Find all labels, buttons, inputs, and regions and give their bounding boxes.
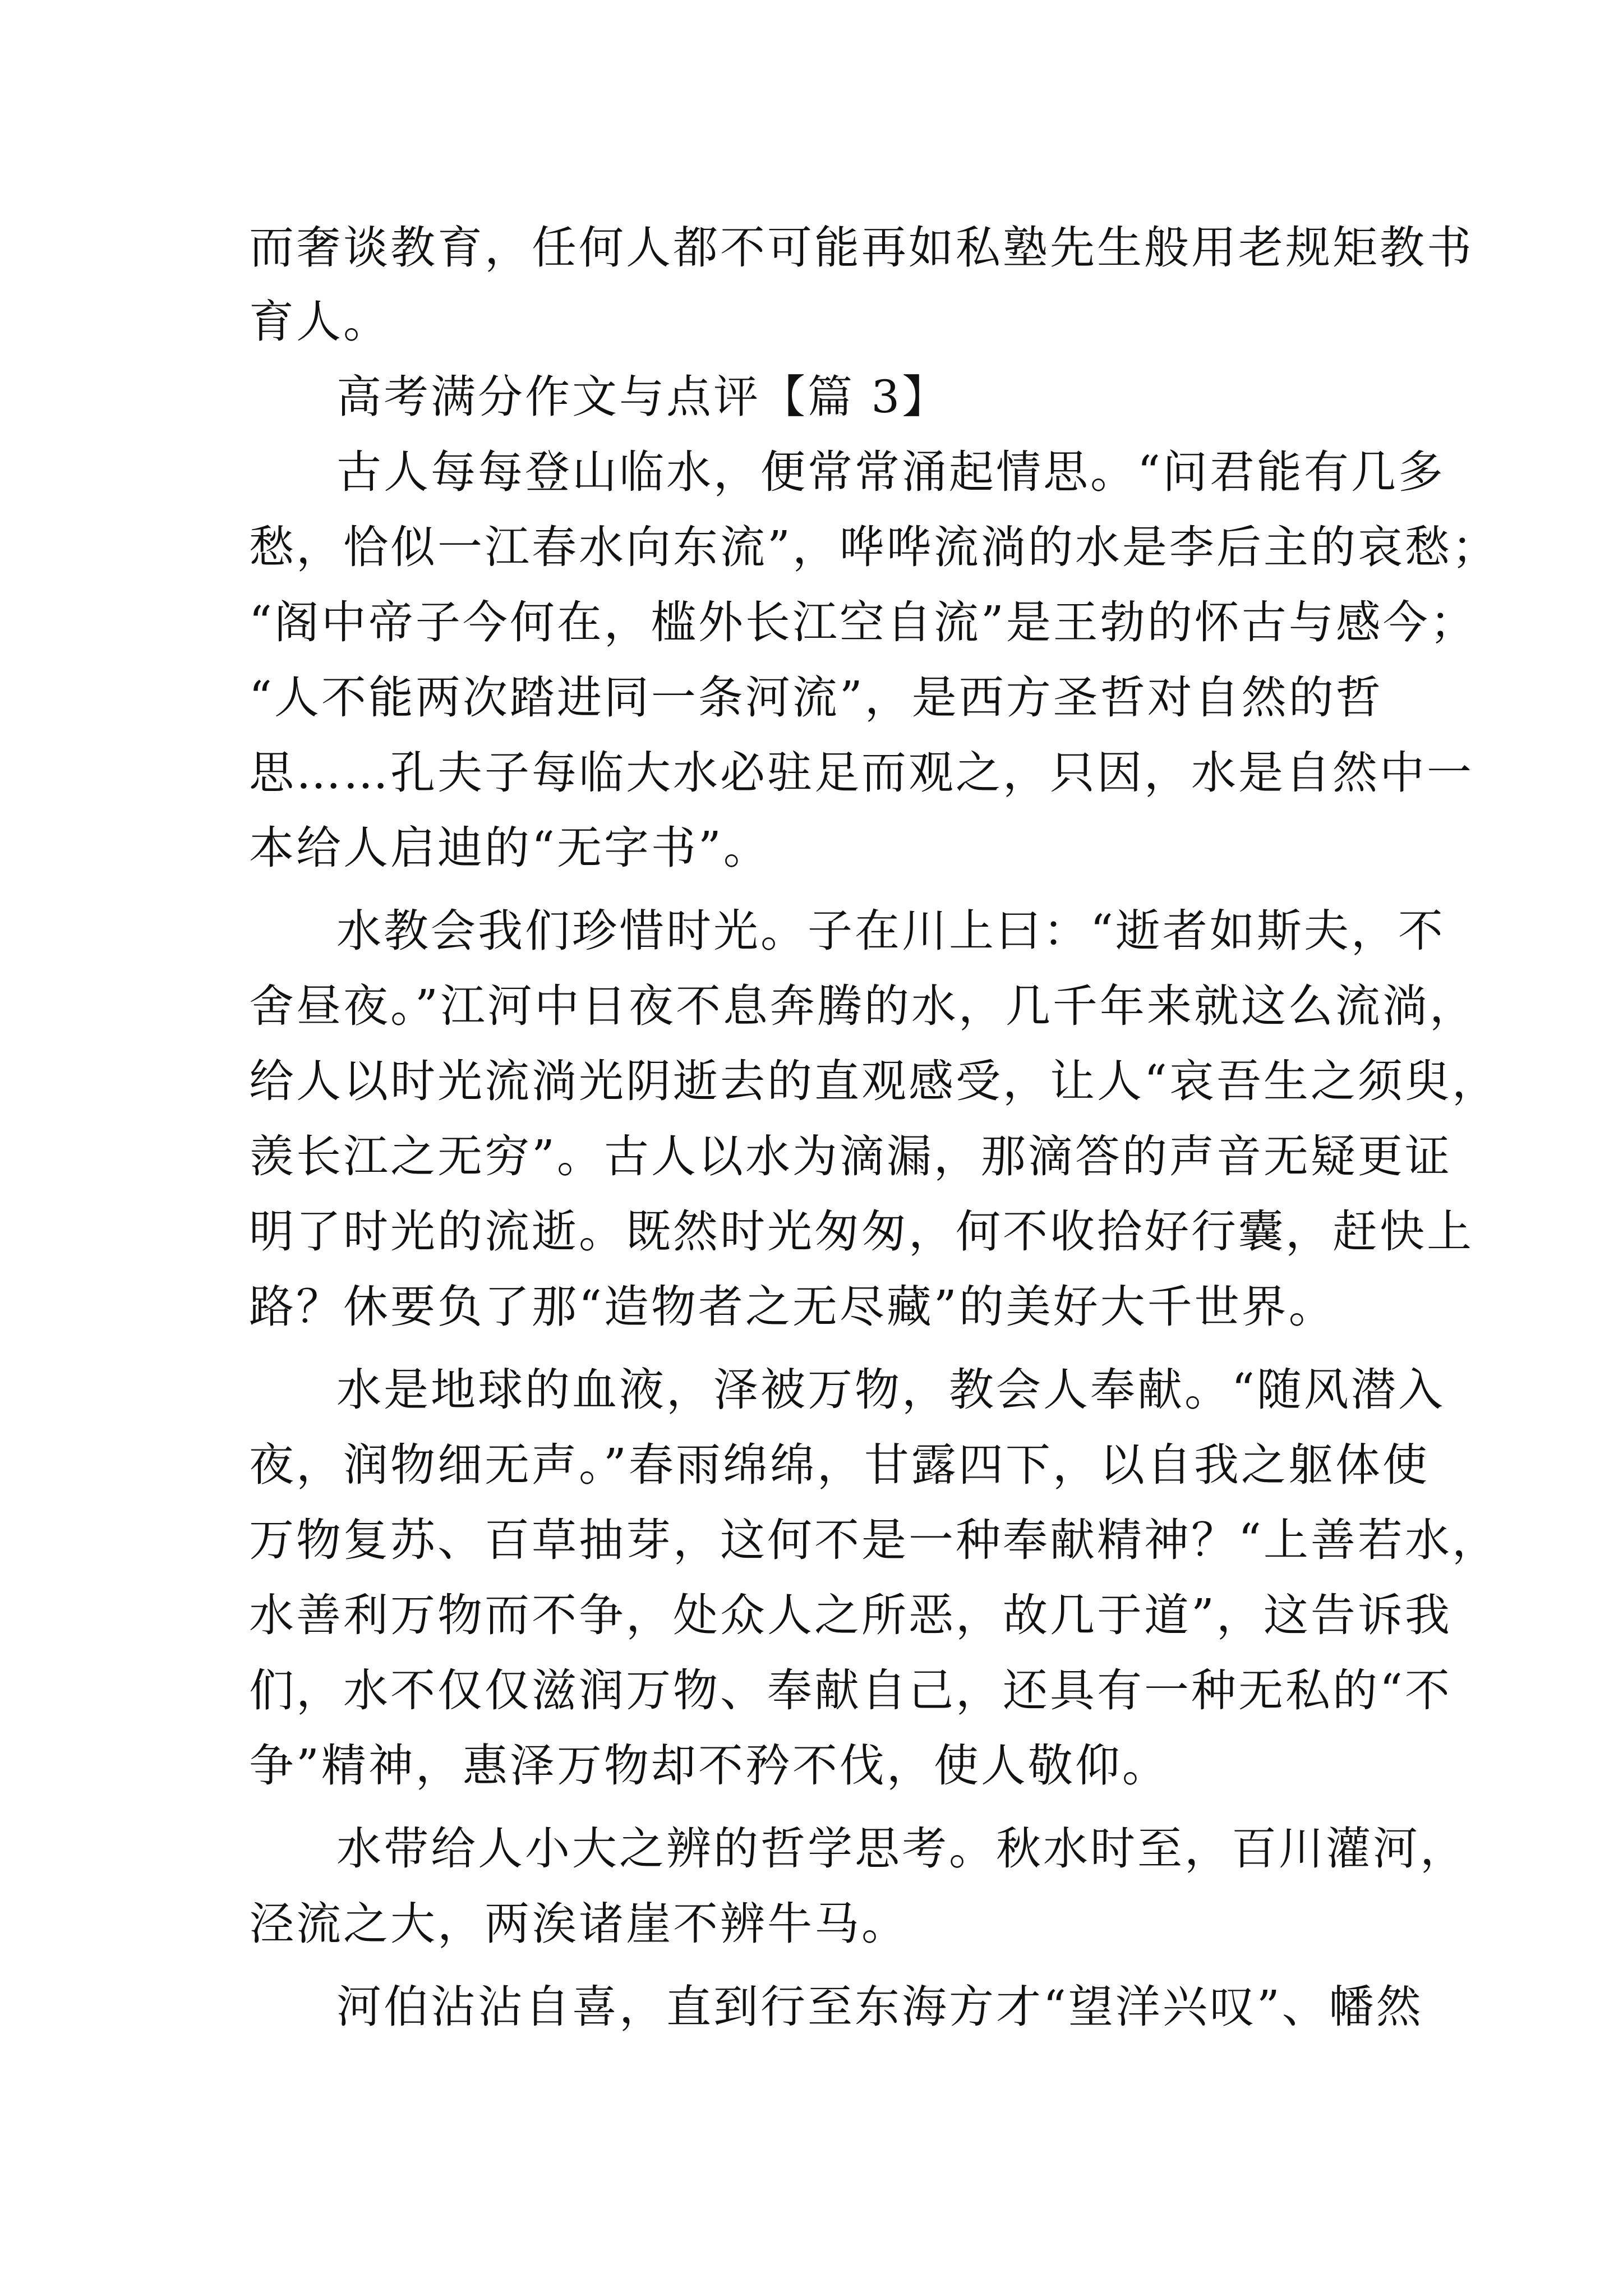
text-line: 水教会我们珍惜时光。子在川上曰：“逝者如斯夫，不	[336, 905, 1445, 957]
text-line: 本给人启迪的“无字书”。	[249, 822, 771, 874]
text-line: 舍昼夜。”江河中日夜不息奔腾的水，几千年来就这么流淌，	[249, 980, 1477, 1032]
text-line: 争”精神，惠泽万物却不矜不伐，使人敬仰。	[249, 1740, 1169, 1792]
text-line: “阁中帝子今何在，槛外长江空自流”是王勃的怀古与感今；	[249, 596, 1477, 648]
section-heading: 高考满分作文与点评【篇 3】	[336, 371, 949, 423]
text-line: 路？休要负了那“造物者之无尽藏”的美好大千世界。	[249, 1281, 1336, 1333]
text-line: “人不能两次踏进同一条河流”，是西方圣哲对自然的哲	[249, 671, 1383, 724]
text-line: 古人每每登山临水，便常常涌起情思。“问君能有几多	[336, 446, 1445, 498]
text-line: 水带给人小大之辨的哲学思考。秋水时至，百川灌河，	[336, 1823, 1467, 1875]
text-line: 给人以时光流淌光阴逝去的直观感受，让人“哀吾生之须臾，	[249, 1055, 1499, 1107]
text-line: 而奢谈教育，任何人都不可能再如私塾先生般用老规矩教书	[249, 222, 1474, 274]
text-line: 夜，润物细无声。”春雨绵绵，甘露四下，以自我之躯体使	[249, 1439, 1430, 1491]
text-line: 们，水不仅仅滋润万物、奉献自己，还具有一种无私的“不	[249, 1664, 1452, 1717]
text-line: 泾流之大，两涘诸崖不辨牛马。	[249, 1898, 909, 1950]
text-line: 水善利万物而不争，处众人之所恶，故几于道”，这告诉我	[249, 1589, 1452, 1641]
text-line: 思……孔夫子每临大水必驻足而观之，只因，水是自然中一	[249, 747, 1474, 799]
text-line: 羡长江之无穷”。古人以水为滴漏，那滴答的声音无疑更证	[249, 1130, 1452, 1182]
text-line: 河伯沾沾自喜，直到行至东海方才“望洋兴叹”、幡然	[336, 1981, 1423, 2033]
text-line: 愁，恰似一江春水向东流”，哗哗流淌的水是李后主的哀愁；	[249, 521, 1499, 573]
text-line: 万物复苏、百草抽芽，这何不是一种奉献精神？“上善若水，	[249, 1514, 1499, 1566]
text-line: 水是地球的血液，泽被万物，教会人奉献。“随风潜入	[336, 1364, 1445, 1416]
text-line: 明了时光的流逝。既然时光匆匆，何不收拾好行囊，赶快上	[249, 1205, 1474, 1258]
text-line: 育人。	[249, 296, 390, 348]
